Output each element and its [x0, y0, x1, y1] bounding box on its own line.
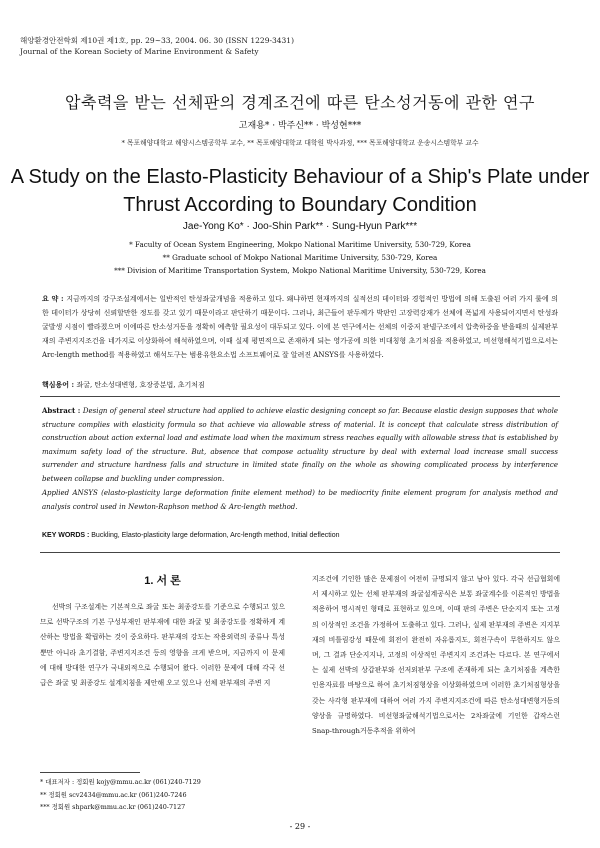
korean-abstract — [42, 292, 558, 362]
footnote-1: * 대표저자 : 정회원 kojy@mmu.ac.kr (061)240-7129 — [40, 778, 201, 786]
korean-abstract-text: 지금까지의 강구조설계에서는 일반적인 탄성좌굴개념을 적용하고 있다. 왜냐하면 현재까지의 실적선의 데이터와 경험적인 방법에 의해 도출된 여러 가지 룰에 의한 데이터가 상당히 신뢰할만한 정도를 갖고 있기 때문이라고 판단하기 때문이다. 그러나, 최근들어 판두께가 박판인 고장력강재가 선체에 폭넓게 사용되어지면서 탄성좌굴발생 시점이 빨라졌으며 이에따른 탄소성거동을 정확히 예측할 필요성이 대두되고 있다. 이에 본 연구에서는 선체의 이중저 판넬구조에서 압축하중을 받을때의 실제판부재의 주변지지조건을 네가지로 이상화하여 해석하였으며, 이때 실제 평면적으로 존재하게 되는 영가공에 의한 비대칭형 초기처짐을 적용하였고, 비선형해석기법으로서는 Arc-length method를 적용하였고 해석도구는 범용유한요소법 소프트웨어로 잘 알려진 ANSYS를 사용하였다. — [42, 295, 559, 359]
divider-top — [40, 396, 560, 397]
page-number: - 29 - — [289, 822, 311, 831]
body-column-right — [312, 572, 560, 739]
korean-affiliation: * 목포해양대학교 해양시스템공학부 교수, ** 목포해양대학교 대학원 박사과정, *** 목포해양대학교 운송시스템학부 교수 — [121, 139, 479, 147]
korean-keywords-text: 좌굴, 탄소성대변형, 호장증분법, 초기처짐 — [76, 381, 205, 389]
english-abstract-text-2: Applied ANSYS (elasto-plasticity large deformation finite element method) to be mediocrity finite element program for analysis method and analysis control used in Newton-Raphson method & Arc-length method. — [42, 489, 558, 511]
footnotes — [40, 776, 300, 814]
korean-keywords-label: 핵심용어 : — [42, 380, 77, 389]
english-abstract-label: Abstract : — [42, 406, 83, 415]
affiliation-3: *** Division of Maritime Transportation System, Mokpo National Maritime University, 530-729, Korea — [114, 266, 486, 275]
divider-bottom — [40, 552, 560, 553]
english-abstract-text: Design of general steel structure had applied to achieve elastic designing concept so far. Because elastic design supposes that whole structure complies with elasticity formula so that achieve via allowable stress of material. It is concept that calculate stress distribution of construction about action external load and estimate load when the maximum stress reaches equally with allowable stress that is established by maximum safety load of the structure. But, absence that compose actuality structure by deal with external load increase small success surrender and structure hardness falls and structure in limited state finally on the whole as showing complicated process by interference between collapse and buckling under compression. — [42, 407, 558, 483]
affiliation-2: ** Graduate school of Mokpo National Maritime University, 530-729, Korea — [162, 253, 438, 262]
english-keywords-label: KEY WORDS : — [42, 532, 92, 539]
footnote-divider — [40, 772, 140, 773]
journal-name: Journal of the Korean Society of Marine Environment & Safety — [20, 47, 259, 56]
body-paragraph-left: 선박의 구조설계는 기본적으로 좌굴 또는 최종강도를 기준으로 수행되고 있으므로 선박구조의 기본 구성부재인 판부재에 대한 좌굴 및 최종강도를 정확하게 계산하는 방법을 확립하는 것이 중요하다. 판부재의 강도는 작용외력의 종류나 특성 뿐만 아니라 초기결함, 주변지지조건 등의 영향을 크게 받으며, 지금까지 이 문제에 대해 방대한 연구가 국내외적으로 수행되어 왔다. 이러한 문제에 대해 각국 선급은 좌굴 및 최종강도 설계치침을 제안해 오고 있으나 선체 판부재의 주변 지 — [40, 603, 285, 688]
korean-authors: 고재용* · 박주신** · 박성현*** — [238, 121, 362, 131]
affiliation-1: * Faculty of Ocean System Engineering, Mokpo National Maritime University, 530-729, Korea — [129, 240, 471, 249]
body-column-left — [40, 572, 285, 691]
english-keywords-text: Buckling, Elasto-plasticity large deformation, Arc-length method, Initial deflection — [91, 532, 340, 539]
journal-header — [20, 35, 294, 57]
body-paragraph-right: 지조건에 기인한 많은 문제점이 여전히 규명되지 않고 남아 있다. 각국 선급협회에서 제시하고 있는 선체 판부재의 좌굴설계공식은 보통 좌굴계수를 이론적인 방법을 적용하여 명시적인 형태로 표현하고 있으며, 이때 판의 주변은 단순지지 또는 고정의 이상적인 조건을 가정하여 도출하고 있다. 그러나, 실제 판부재의 주변은 지지부재의 비틀림강성 때문에 회전이 완전히 자유롭지도, 회전구속이 무한하지도 않으며, 그 결과 단순지지나, 고정의 이상적인 주변지지 조건과는 다르다. 본 연구에서는 실제 선박의 상갑판부와 선저외판부 구조에 존재하게 되는 초기처짐을 계측한 인용자료를 바탕으로 하여 초기처짐형상을 이상화하였으며 이러한 초기처짐형상을 갖는 사각형 판부재에 대하여 여러 가지 주변지지조건에 따른 탄소성대변형거동의 양상을 규명하였다. 비선형좌굴해석기법으로서는 2차좌굴에 기인한 갑작스런 Snap-through거동추적을 위하여 — [312, 575, 560, 736]
english-keywords — [42, 532, 558, 539]
section-heading: 1. 서 론 — [144, 575, 181, 587]
footnote-2: ** 정회원 scv2434@mmu.ac.kr (061)240-7246 — [40, 790, 187, 799]
english-title-line-1: A Study on the Elasto-Plasticity Behaviour of a Ship's Plate under — [10, 166, 590, 188]
english-authors: Jae-Yong Ko* · Joo-Shin Park** · Sung-Hyun Park*** — [182, 221, 418, 232]
journal-citation: 해양환경안전학회 제10권 제1호, pp. 29~33, 2004. 06. 30 (ISSN 1229-3431) — [20, 36, 295, 45]
korean-title: 압축력을 받는 선체판의 경계조건에 따른 탄소성거동에 관한 연구 — [65, 93, 535, 112]
korean-keywords — [42, 380, 558, 390]
english-affiliations — [0, 238, 600, 277]
footnote-3: *** 정회원 shpark@mmu.ac.kr (061)240-7127 — [40, 803, 186, 811]
english-abstract — [42, 404, 558, 514]
korean-abstract-label: 요 약 : — [42, 294, 67, 303]
english-title — [0, 163, 600, 219]
english-title-line-2: Thrust According to Boundary Condition — [123, 194, 477, 216]
